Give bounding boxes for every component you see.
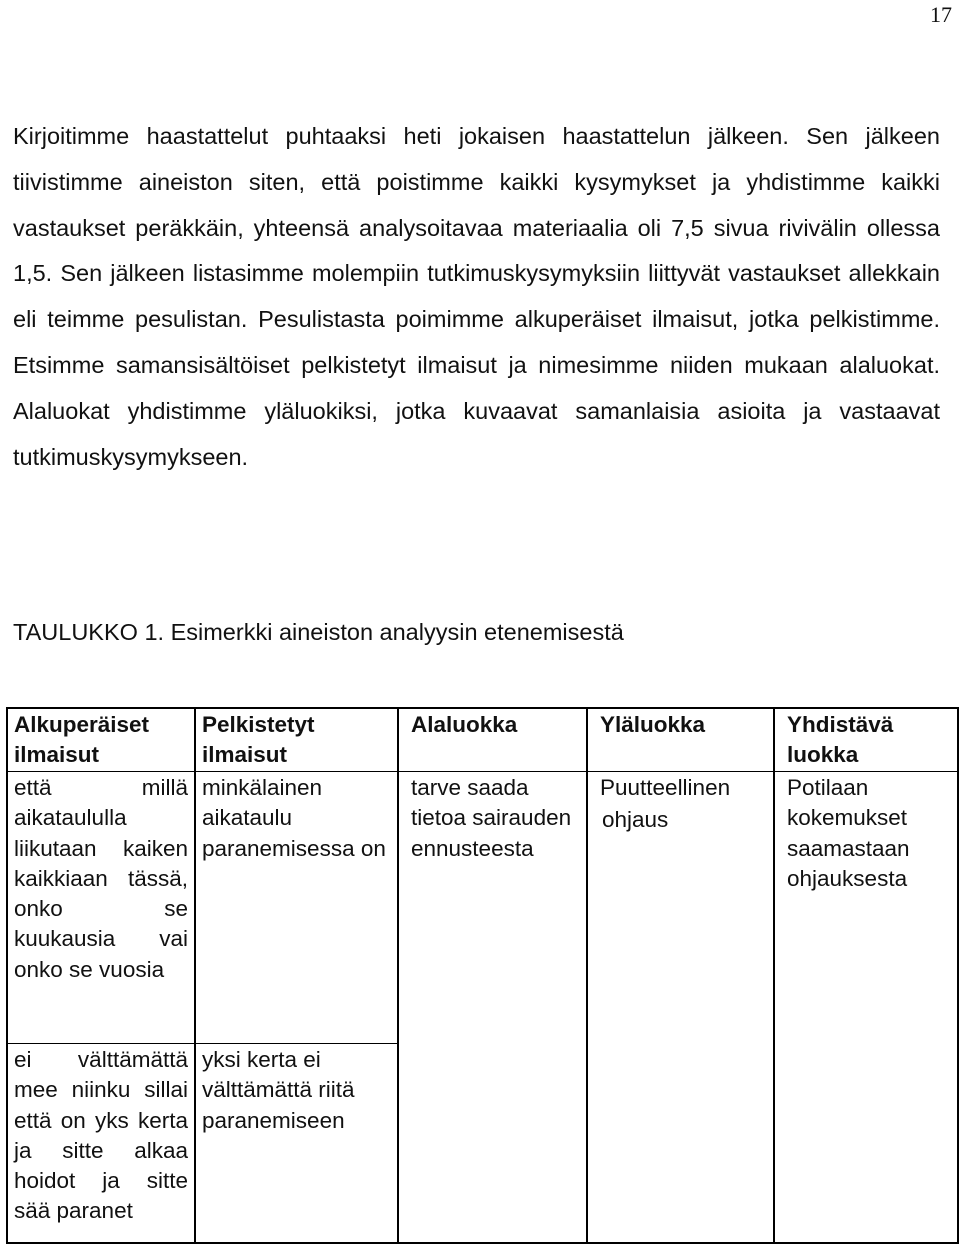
cell-ylaluokka <box>587 772 774 1044</box>
header-pelkistetyt-ilmaisut: Pelkistetyt ilmaisut <box>195 708 398 772</box>
cell-alaluokka: tarve saada tietoa sairauden ennusteesta <box>398 772 587 1044</box>
cell-pelkistetyt-2: yksi kerta ei välttämättä riitä paranemiseen <box>195 1044 398 1244</box>
cell-alaluokka-continued <box>398 1044 587 1244</box>
header-ylaluokka: Yläluokka <box>587 708 774 772</box>
header-yhdistava-luokka: Yhdistävä luokka <box>774 708 958 772</box>
header-alkuperaiset-ilmaisut: Alkuperäiset ilmaisut <box>7 708 195 772</box>
ylaluokka-line-1: Puutteellinen <box>600 775 731 800</box>
cell-ylaluokka-continued <box>587 1044 774 1244</box>
table-header-row <box>7 708 958 772</box>
cell-alkuperaiset-2: ei välttämättä mee niinku sillai että on yks kerta ja sitte alkaa hoidot ja sitte sää paranet <box>7 1044 195 1244</box>
analysis-table <box>6 707 959 1244</box>
ylaluokka-line-2: ohjaus <box>602 807 669 833</box>
body-paragraph: Kirjoitimme haastattelut puhtaaksi heti jokaisen haastattelun jälkeen. Sen jälkeen tiivistimme aineiston siten, että poistimme kaikki kysymykset ja yhdistimme kaikki vastaukset peräkkäin, yhteensä analysoitavaa materiaalia oli 7,5 sivua rivivälin ollessa 1,5. Sen jälkeen listasimme molempiin tutkimuskysymyksiin liittyvät vastaukset allekkain eli teimme pesulistan. Pesulistasta poimimme alkuperäiset ilmaisut, jotka pelkistimme. Etsimme samansisältöiset pelkistetyt ilmaisut ja nimesimme niiden mukaan alaluokat. Alaluokat yhdistimme yläluokiksi, jotka kuvaavat samanlaisia asioita ja vastaavat tutkimuskysymykseen. <box>13 123 940 470</box>
table-row <box>7 772 958 1044</box>
cell-pelkistetyt-1: minkälainen aikataulu paranemisessa on <box>195 772 398 1044</box>
cell-yhdistava-continued <box>774 1044 958 1244</box>
page-number: 17 <box>930 2 952 27</box>
cell-alkuperaiset-1: että millä aikataululla liikutaan kaiken kaikkiaan tässä, onko se kuukausia vai onko se vuosia <box>7 772 195 1044</box>
cell-yhdistava-luokka: Potilaan kokemukset saamastaan ohjauksesta <box>774 772 958 1044</box>
header-alaluokka: Alaluokka <box>398 708 587 772</box>
table-row <box>7 1044 958 1244</box>
table-caption: TAULUKKO 1. Esimerkki aineiston analyysin etenemisestä <box>13 619 624 645</box>
